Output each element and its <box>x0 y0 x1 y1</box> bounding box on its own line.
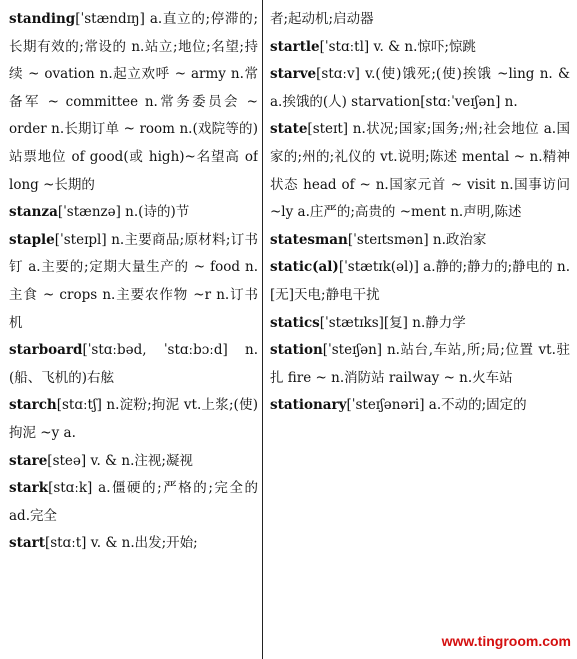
entry-statesman: statesman[ˈsteɪtsmən] n.政治家 <box>270 231 487 248</box>
headword: starve <box>270 66 317 83</box>
entry-standing: standing[ˈstændɪŋ] a.直立的;停滞的;长期有效的;常设的 n.站立;地位;名望;持续 ~ ovation n.起立欢呼 ~ army n.常备军 ~ committee n.常务委员会 ~ order n.长期订单 ~ room n.(戏院等的)站票地位 of good(或 high)~名望高 of long ~长期的 <box>9 11 258 193</box>
entry-stationary: stationary[ˈsteɪʃənəri] a.不动的;固定的 <box>270 397 527 414</box>
headword: stare <box>9 452 48 469</box>
right-column <box>270 6 570 659</box>
entry-static: static(al)[ˈstætɪk(əl)] a.静的;静力的;静电的 n.[无]天电;静电干扰 <box>270 259 570 303</box>
headword: start <box>9 535 45 552</box>
entry-stanza: stanza[ˈstænzə] n.(诗的)节 <box>9 204 190 221</box>
watermark-link[interactable]: www.tingroom.com <box>411 631 571 651</box>
headword: state <box>270 121 308 138</box>
entry-start-continued: 者;起动机;启动器 <box>270 11 374 27</box>
entry-startle: startle[ˈstɑːtl] v. & n.惊吓;惊跳 <box>270 38 476 55</box>
headword: standing <box>9 11 76 27</box>
entry-starboard: starboard[ˈstɑːbəd, ˈstɑːbɔːd] n.(船、飞机的)右舷 <box>9 342 258 386</box>
entry-staple: staple[ˈsteɪpl] n.主要商品;原材料;订书钉 a.主要的;定期大量生产的 ~ food n.主食 ~ crops n.主要农作物 ~r n.订书机 <box>9 231 258 331</box>
headword: starboard <box>9 342 83 359</box>
headword: statics <box>270 314 320 331</box>
left-column <box>9 6 258 659</box>
headword: stanza <box>9 204 58 221</box>
headword: startle <box>270 38 320 55</box>
headword: stationary <box>270 397 347 414</box>
entry-state: state[steɪt] n.状况;国家;国务;州;社会地位 a.国家的;州的;礼仪的 vt.说明;陈述 mental ~ n.精神状态 head of ~ n.国家元首 ~ visit n.国事访问 ~ly a.庄严的;高贵的 ~ment n.声明,陈述 <box>270 121 570 221</box>
entry-stare: stare[steə] v. & n.注视;凝视 <box>9 452 193 469</box>
column-divider <box>262 0 263 659</box>
headword: static(al) <box>270 259 339 276</box>
headword: staple <box>9 231 55 248</box>
entry-statics: statics[ˈstætɪks][复] n.静力学 <box>270 314 466 331</box>
entry-stark: stark[stɑːk] a.僵硬的;严格的;完全的 ad.完全 <box>9 480 258 524</box>
entry-starch: starch[stɑːtʃ] n.淀粉;拘泥 vt.上浆;(使)拘泥 ~y a. <box>9 397 258 441</box>
headword: station <box>270 342 323 359</box>
headword: stark <box>9 480 49 497</box>
entry-station: station[ˈsteɪʃən] n.站台,车站,所;局;位置 vt.驻扎 fire ~ n.消防站 railway ~ n.火车站 <box>270 342 570 386</box>
entry-starve: starve[stɑːv] v.(使)饿死;(使)挨饿 ~ling n. & a.挨饿的(人) starvation[stɑːˈveɪʃən] n. <box>270 66 570 110</box>
headword: statesman <box>270 231 348 248</box>
headword: starch <box>9 397 57 414</box>
entry-start: start[stɑːt] v. & n.出发;开始; <box>9 535 198 552</box>
